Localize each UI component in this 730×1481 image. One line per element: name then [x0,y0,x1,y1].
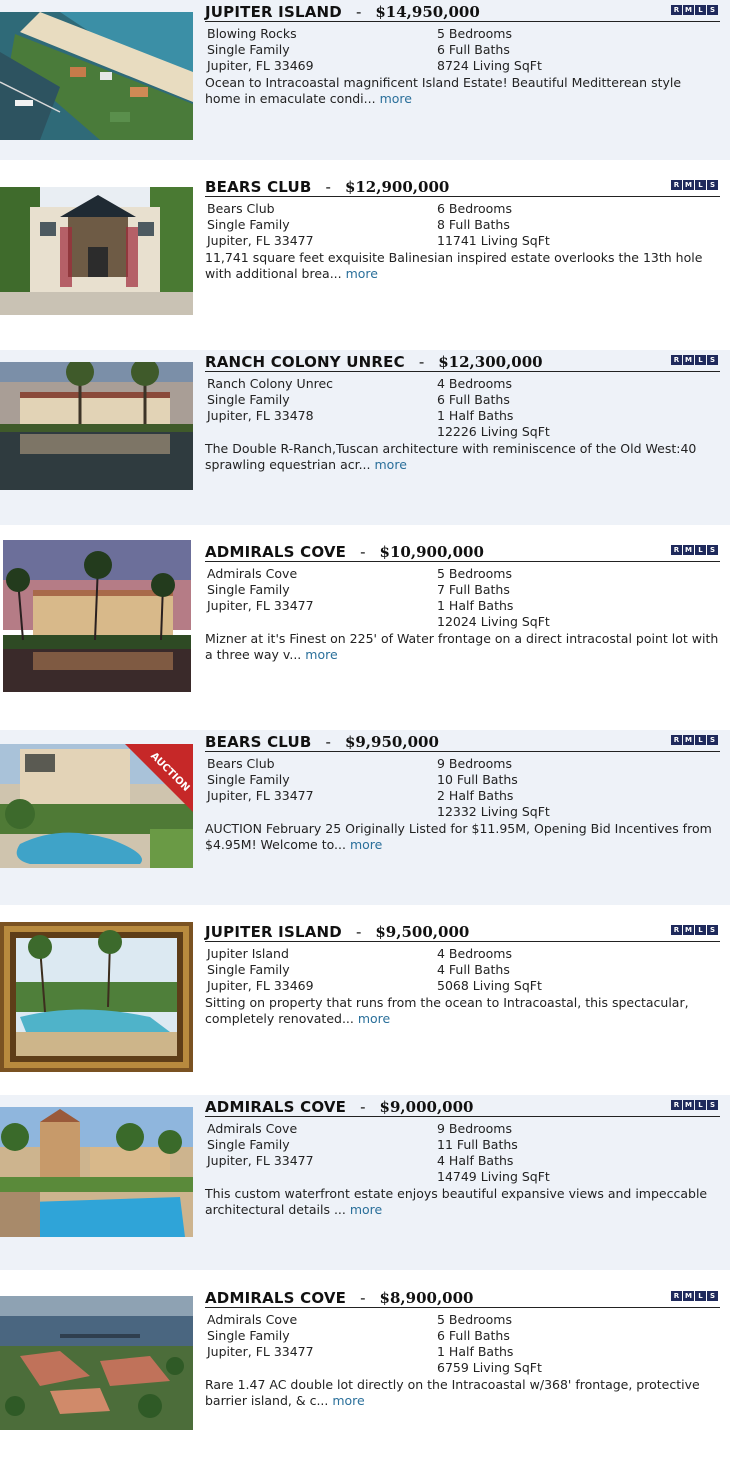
living-sqft: 6759 Living SqFt [437,1360,542,1375]
listing-title-row [205,177,720,197]
rmls-letter: R [671,180,682,190]
rmls-letter: L [695,5,706,15]
living-sqft: 12226 Living SqFt [437,424,550,439]
rmls-letter: S [707,1291,718,1301]
pool-auction-photo[interactable] [0,744,193,868]
resort-pool-photo[interactable] [0,1107,193,1237]
living-sqft: 5068 Living SqFt [437,978,542,993]
rmls-logo [671,5,718,15]
living-sqft: 11741 Living SqFt [437,233,550,248]
rmls-letter: M [683,1100,694,1110]
rmls-letter: R [671,355,682,365]
living-sqft: 12024 Living SqFt [437,614,550,629]
auction-ribbon: AUCTION [148,750,192,794]
half-baths: 1 Half Baths [437,1344,514,1359]
listing-description [205,441,720,473]
full-baths: 10 Full Baths [437,772,518,787]
ranch-lake-photo[interactable] [0,362,193,490]
aerial-estate-photo[interactable] [0,12,193,140]
bedrooms: 6 Bedrooms [437,201,512,216]
more-link[interactable]: more [379,91,412,106]
rmls-logo [671,925,718,935]
city-zip: Jupiter, FL 33469 [207,978,314,993]
property-type: Single Family [207,1328,290,1343]
city-zip: Jupiter, FL 33477 [207,1153,314,1168]
property-type: Single Family [207,42,290,57]
listing-price: $9,000,000 [379,1098,474,1116]
rmls-letter: R [671,545,682,555]
listing-location: Ranch Colony Unrec [207,376,334,391]
rmls-letter: L [695,1291,706,1301]
listing-location: Admirals Cove [207,1121,298,1136]
neighborhood-title[interactable]: ADMIRALS COVE [205,543,347,561]
listing-location: Admirals Cove [207,566,298,581]
full-baths: 11 Full Baths [437,1137,518,1152]
listing-card [0,1095,730,1270]
listing-price: $14,950,000 [375,3,480,21]
rmls-logo [671,1100,718,1110]
city-zip: Jupiter, FL 33478 [207,408,314,423]
rmls-letter: R [671,1291,682,1301]
balinese-house-photo[interactable] [0,187,193,315]
listing-title-row [205,352,720,372]
rmls-letter: S [707,1100,718,1110]
full-baths: 4 Full Baths [437,962,510,977]
title-separator: - [418,353,425,371]
description-text: Sitting on property that runs from the ocean to Intracoastal, this spectacular, completely renovated... [205,995,689,1026]
bedrooms: 4 Bedrooms [437,946,512,961]
listing-card [0,350,730,525]
city-zip: Jupiter, FL 33469 [207,58,314,73]
listing-description [205,1377,720,1409]
listing-title-row [205,1097,720,1117]
rmls-logo [671,180,718,190]
half-baths: 4 Half Baths [437,1153,514,1168]
description-text: This custom waterfront estate enjoys beautiful expansive views and impeccable architectural details ... [205,1186,708,1217]
more-link[interactable]: more [349,1202,383,1217]
half-baths: 1 Half Baths [437,598,514,613]
listing-price: $10,900,000 [379,543,484,561]
full-baths: 6 Full Baths [437,1328,510,1343]
rmls-logo [671,355,718,365]
bedrooms: 9 Bedrooms [437,1121,512,1136]
property-type: Single Family [207,772,290,787]
listing-description [205,821,720,853]
rmls-letter: S [707,5,718,15]
listing-title-row [205,542,720,562]
listing-title-row [205,732,720,752]
more-link[interactable]: more [345,266,378,281]
property-type: Single Family [207,217,290,232]
bedrooms: 4 Bedrooms [437,376,512,391]
full-baths: 6 Full Baths [437,392,510,407]
rmls-letter: S [707,735,718,745]
listing-price: $9,500,000 [375,923,470,941]
more-link[interactable]: more [332,1393,365,1408]
bedrooms: 9 Bedrooms [437,756,512,771]
property-type: Single Family [207,962,290,977]
living-sqft: 8724 Living SqFt [437,58,542,73]
neighborhood-title[interactable]: ADMIRALS COVE [205,1289,347,1307]
listing-card [0,730,730,905]
rmls-letter: L [695,180,706,190]
rmls-logo [671,1291,718,1301]
listing-title-row [205,2,720,22]
sunset-waterfront-photo[interactable] [3,540,191,692]
listing-description [205,631,720,663]
rmls-letter: S [707,545,718,555]
city-zip: Jupiter, FL 33477 [207,598,314,613]
neighborhood-title[interactable]: BEARS CLUB [205,178,312,196]
rmls-letter: M [683,925,694,935]
listing-card [0,540,730,715]
listing-location: Bears Club [207,201,275,216]
listing-location: Blowing Rocks [207,26,297,41]
title-separator: - [325,178,331,196]
property-type: Single Family [207,582,290,597]
title-separator: - [355,3,362,21]
title-separator: - [360,543,366,561]
neighborhood-title[interactable]: JUPITER ISLAND [205,923,342,941]
listing-location: Bears Club [207,756,275,771]
full-baths: 8 Full Baths [437,217,510,232]
title-separator: - [325,733,331,751]
neighborhood-title[interactable]: JUPITER ISLAND [205,3,342,21]
property-type: Single Family [207,392,290,407]
listing-description [205,75,720,107]
rmls-letter: R [671,1100,682,1110]
listing-title-row [205,1288,720,1308]
description-text: Ocean to Intracoastal magnificent Island Estate! Beautiful Meditterean style home in emaculate condi... [205,75,682,106]
neighborhood-title[interactable]: RANCH COLONY UNREC [205,353,405,371]
rmls-letter: S [707,355,718,365]
half-baths: 2 Half Baths [437,788,514,803]
listing-card [0,920,730,1095]
city-zip: Jupiter, FL 33477 [207,1344,314,1359]
description-text: Mizner at it's Finest on 225' of Water frontage on a direct intracostal point lot with a three way v... [205,631,719,662]
rmls-letter: L [695,1100,706,1110]
description-text: 11,741 square feet exquisite Balinesian inspired estate overlooks the 13th hole with additional brea... [205,250,703,281]
property-type: Single Family [207,1137,290,1152]
full-baths: 6 Full Baths [437,42,510,57]
more-link[interactable]: more [349,837,383,852]
rmls-letter: L [695,925,706,935]
description-text: Rare 1.47 AC double lot directly on the Intracoastal w/368' frontage, protective barrier island, & c... [205,1377,700,1408]
listing-card [0,1286,730,1461]
listing-price: $8,900,000 [379,1289,474,1307]
listing-price: $12,300,000 [438,353,543,371]
listing-price: $9,950,000 [344,733,439,751]
rmls-letter: R [671,735,682,745]
rmls-letter: M [683,180,694,190]
rmls-letter: M [683,1291,694,1301]
half-baths: 1 Half Baths [437,408,514,423]
neighborhood-title[interactable]: ADMIRALS COVE [205,1098,347,1116]
bedrooms: 5 Bedrooms [437,1312,512,1327]
rmls-letter: M [683,5,694,15]
description-text: AUCTION February 25 Originally Listed for $11.95M, Opening Bid Incentives from $4.95M! Welcome to... [205,821,712,852]
listing-description [205,995,720,1027]
framed-pool-photo[interactable] [0,922,193,1072]
listing-card [0,175,730,335]
rmls-letter: R [671,925,682,935]
title-separator: - [360,1098,366,1116]
aerial-intracoastal-photo[interactable] [0,1296,193,1430]
neighborhood-title[interactable]: BEARS CLUB [205,733,312,751]
title-separator: - [360,1289,366,1307]
listing-location: Jupiter Island [207,946,289,961]
bedrooms: 5 Bedrooms [437,26,512,41]
city-zip: Jupiter, FL 33477 [207,788,314,803]
listing-price: $12,900,000 [344,178,450,196]
listing-description [205,250,720,282]
city-zip: Jupiter, FL 33477 [207,233,314,248]
listing-description [205,1186,720,1218]
more-link[interactable]: more [374,457,407,472]
more-link[interactable]: more [305,647,338,662]
rmls-letter: S [707,925,718,935]
rmls-letter: M [683,735,694,745]
title-separator: - [355,923,362,941]
more-link[interactable]: more [357,1011,391,1026]
rmls-logo [671,545,718,555]
bedrooms: 5 Bedrooms [437,566,512,581]
rmls-letter: L [695,355,706,365]
listing-location: Admirals Cove [207,1312,298,1327]
rmls-letter: L [695,545,706,555]
living-sqft: 14749 Living SqFt [437,1169,550,1184]
rmls-letter: R [671,5,682,15]
description-text: The Double R-Ranch,Tuscan architecture with reminiscence of the Old West:40 sprawling equestrian acr... [205,441,697,472]
listing-title-row [205,922,720,942]
rmls-logo [671,735,718,745]
rmls-letter: S [707,180,718,190]
rmls-letter: L [695,735,706,745]
living-sqft: 12332 Living SqFt [437,804,550,819]
full-baths: 7 Full Baths [437,582,510,597]
rmls-letter: M [683,355,694,365]
rmls-letter: M [683,545,694,555]
listing-card [0,0,730,160]
